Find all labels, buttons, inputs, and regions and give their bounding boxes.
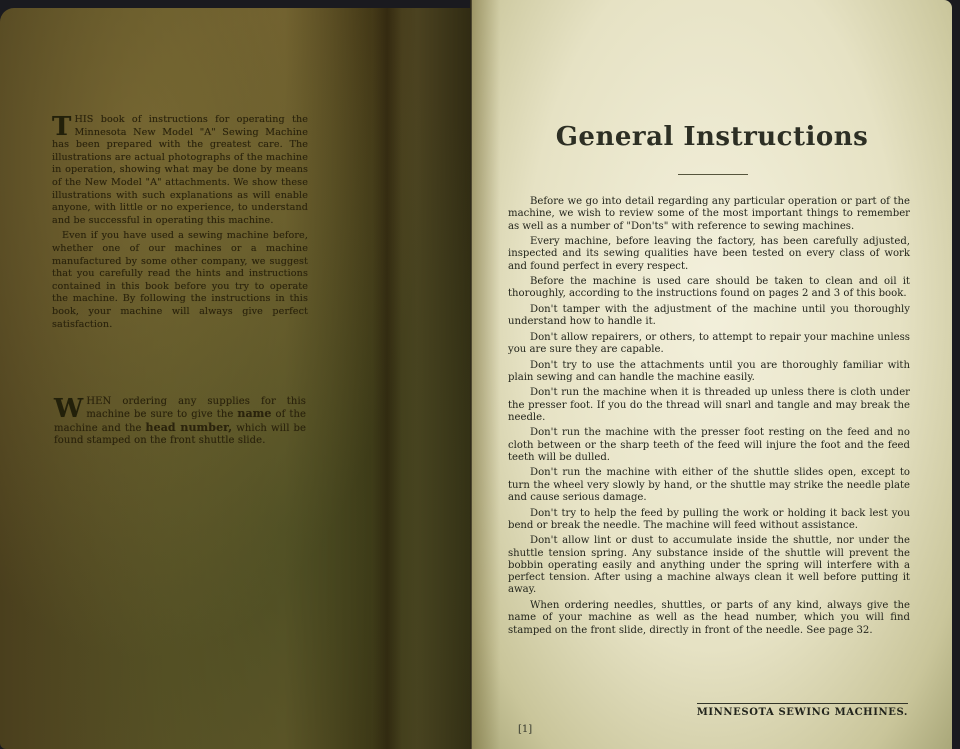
page-number: [1] [518, 724, 533, 735]
left-page [0, 8, 474, 749]
instruction-paragraph: Don't tamper with the adjustment of the machine until you thoroughly understand how to handle it. [508, 303, 910, 328]
instruction-paragraph: Don't run the machine with either of the shuttle slides open, except to turn the wheel very slowly by hand, or the shuttle may strike the needle plate and cause serious damage. [508, 467, 910, 504]
instruction-paragraph: Don't run the machine with the presser foot resting on the feed and no cloth between or the sharp teeth of the feed will injure the foot and the feed teeth will be dulled. [508, 427, 910, 463]
left-intro-paragraph-1: THIS book of instructions for operating the Minnesota New Model "A" Sewing Machine has been prepared with the greatest care. The illustrations are actual photographs of the machine in operation, showing what may be done by means of the New Model "A" attachments. We show these illustrations with such explanations as will enable anyone, with little or no experience, to understand and be successful in operating this machine. [52, 112, 308, 226]
page-title: General Instructions [555, 122, 869, 152]
footer-brand: MINNESOTA SEWING MACHINES. [697, 703, 908, 718]
instruction-paragraph: Don't allow repairers, or others, to attempt to repair your machine unless you are sure they are capable. [508, 331, 910, 356]
dropcap-t: T [52, 112, 72, 142]
instruction-paragraph: When ordering needles, shuttles, or parts of any kind, always give the name of your machine as well as the head number, which you will find stamped on the front slide, directly in front of the needle. See page 32. [508, 599, 910, 636]
instructions-body [508, 196, 910, 640]
dropcap-w: W [54, 394, 84, 424]
left-intro-paragraph-2: Even if you have used a sewing machine before, whether one of our machines or a machine manufactured by some other company, we suggest that you carefully read the hints and instructions contained in this book before you try to operate the machine. By following the instructions in this book, your machine will always give perfect satisfaction. [52, 230, 308, 330]
instruction-paragraph: Don't run the machine when it is threaded up unless there is cloth under the presser foot. If you do the thread will snarl and tangle and may break the needle. [508, 387, 910, 423]
instruction-paragraph: Before the machine is used care should be taken to clean and oil it thoroughly, according to the instructions found on pages 2 and 3 of this book. [508, 276, 910, 300]
left-ordering-note: WHEN ordering any supplies for this machine be sure to give the name of the machine and the head number, which will be found stamped on the front shuttle slide. [54, 394, 307, 447]
instruction-paragraph: Don't allow lint or dust to accumulate inside the shuttle, nor under the shuttle tension spring. Any substance inside of the shuttle will prevent the bobbin operating easily and anything under the spring will interfere with a perfect tension. After using a machine always clean it well before putting it away. [508, 535, 910, 596]
instruction-paragraph: Before we go into detail regarding any particular operation or part of the machine, we wish to review some of the most important things to remember as well as a number of "Don'ts" with reference to sewing machines. [508, 196, 910, 232]
title-divider [678, 174, 748, 175]
instruction-paragraph: Don't try to use the attachments until you are thoroughly familiar with plain sewing and can handle the machine easily. [508, 359, 910, 383]
right-page [472, 0, 952, 749]
instruction-paragraph: Every machine, before leaving the factory, has been carefully adjusted, inspected and its sewing qualities have been tested on every class of work and found perfect in every respect. [508, 236, 910, 272]
instruction-paragraph: Don't try to help the feed by pulling the work or holding it back lest you bend or break the needle. The machine will feed without assistance. [508, 507, 910, 531]
left-intro-text [52, 114, 308, 334]
